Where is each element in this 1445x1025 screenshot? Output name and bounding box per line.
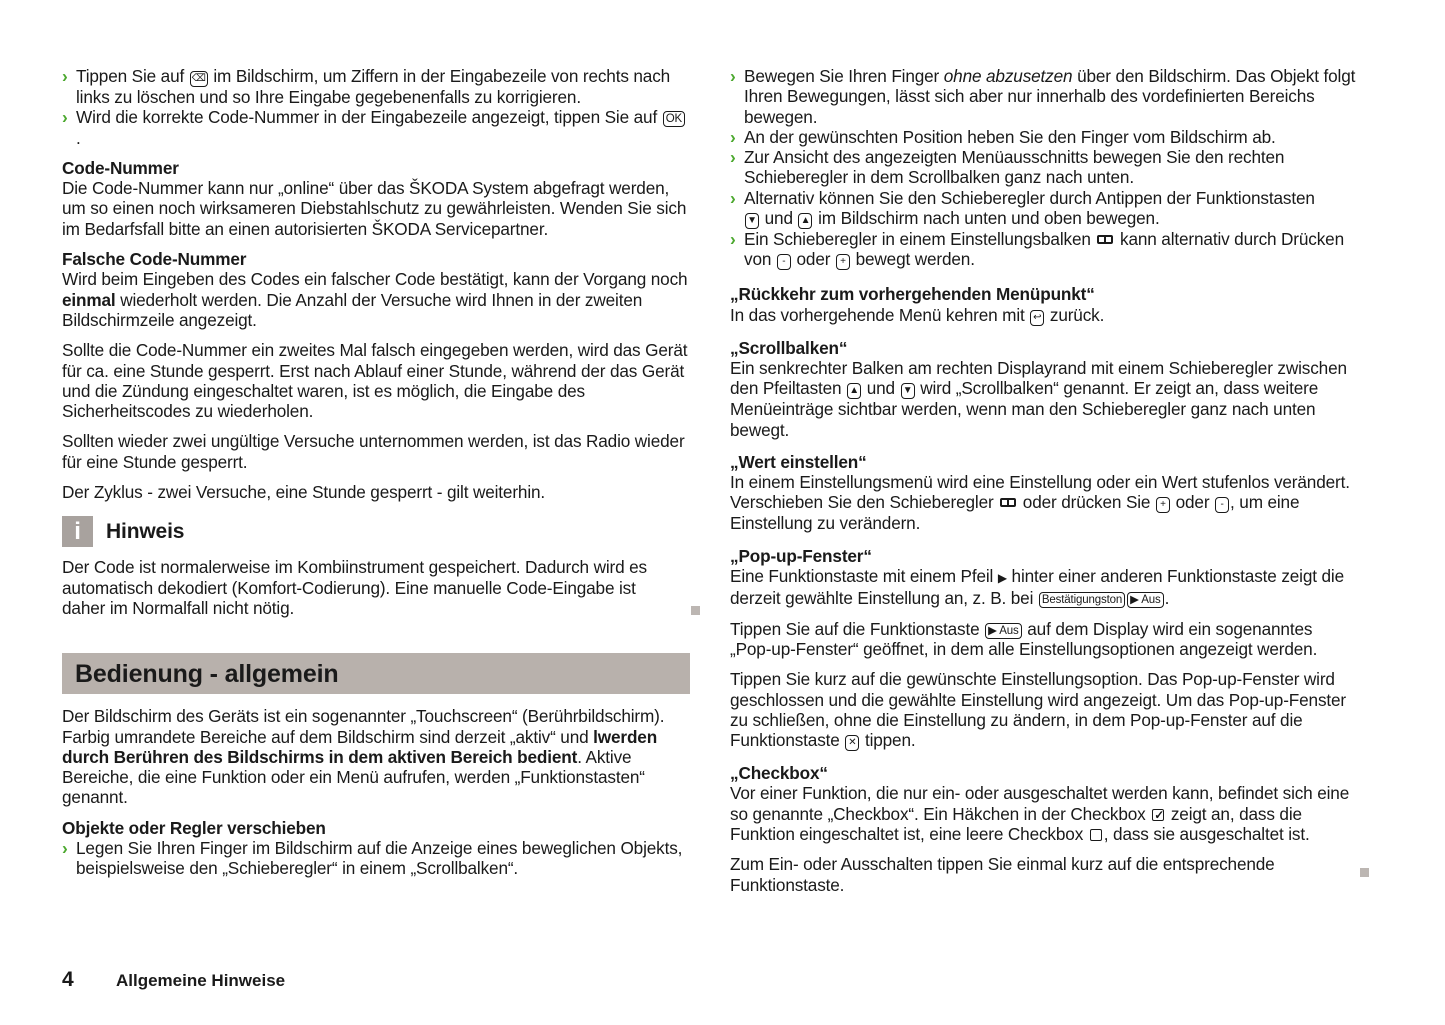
slider-bar-icon (1097, 235, 1113, 244)
plus-key-icon: + (836, 254, 850, 270)
paragraph: Sollten wieder zwei ungültige Versuche unternommen werden, ist das Radio wieder für eine Stunde gesperrt. (62, 431, 685, 472)
list-item: › Ein Schieberegler in einem Einstellungsbalken kann alternativ durch Drücken von - oder + bewegt werden. (730, 229, 1344, 270)
paragraph: Eine Funktionstaste mit einem Pfeil ▶ hinter einer anderen Funktionstaste zeigt die derzeit gewählte Einstellung an, z. B. bei Bestätigungston ▶ Aus . (730, 566, 1344, 609)
section-end-marker-icon (691, 606, 700, 615)
bullet-arrow-icon: › (730, 66, 736, 86)
list-item: › An der gewünschten Position heben Sie den Finger vom Bildschirm ab. (730, 126, 1276, 147)
ok-key-icon: OK (663, 111, 685, 127)
left-column (62, 66, 690, 889)
hint-title: Hinweis (106, 519, 185, 543)
paragraph: Der Zyklus - zwei Versuche, eine Stunde gesperrt - gilt weiterhin. (62, 482, 546, 503)
plus-key-icon: + (1156, 497, 1170, 513)
paragraph: Die Code-Nummer kann nur „online“ über das ŠKODA System abgefragt werden, um so einen noch wirksameren Diebstahlschutz zu gewährleisten. Wenden Sie sich im Bedarfsfall bitte an einen autorisierten ŠKODA Servicepartner. (62, 178, 687, 239)
paragraph: In einem Einstellungsmenü wird eine Einstellung oder ein Wert stufenlos verändert. Verschieben Sie den Schieberegler oder drücken Sie + oder - , um eine Einstellung zu verändern. (730, 472, 1350, 534)
paragraph: Vor einer Funktion, die nur ein- oder ausgeschaltet werden kann, befindet sich eine so genannte „Checkbox“. Ein Häkchen in der Checkbox ✓ zeigt an, dass die Funktion eingeschaltet ist, eine leere Checkbox , dass sie ausgeschaltet ist. (730, 783, 1358, 844)
bullet-arrow-icon: › (62, 66, 68, 86)
hint-header (62, 516, 690, 547)
paragraph: Ein senkrechter Balken am rechten Displayrand mit einem Schieberegler zwischen den Pfeiltasten ▲ und ▼ wird „Scrollbalken“ genannt. Er zeigt an, dass weitere Menüeinträge sichtbar werden, wenn man den Schieberegler ganz nach unten bewegt. (730, 357, 1347, 440)
move-steps (62, 838, 690, 879)
paragraph: Tippen Sie kurz auf die gewünschte Einstellungsoption. Das Pop-up-Fenster wird geschlossen und die gewählte Einstellung wird angezeigt. Um das Pop-up-Fenster zu schließen, ohne die Einstellung zu ändern, in dem Pop-up-Fenster auf die Funktionstaste ✕ tippen. (730, 669, 1347, 751)
list-item: › Wird die korrekte Code-Nummer in der Eingabezeile angezeigt, tippen Sie auf OK. (62, 107, 690, 148)
section-heading: Code-Nummer (62, 157, 179, 178)
paragraph: In das vorhergehende Menü kehren mit ↩ zurück. (730, 304, 1105, 325)
falsche-code-section (62, 249, 690, 330)
bullet-arrow-icon: › (62, 838, 68, 859)
section-title: Bedienung - allgemein (75, 659, 339, 688)
bullet-arrow-icon: › (730, 187, 736, 208)
minus-key-icon: - (777, 254, 791, 270)
page-number: 4 (62, 968, 74, 991)
back-key-icon: ↩ (1030, 310, 1044, 326)
right-column (730, 66, 1358, 905)
chapter-title: Allgemeine Hinweise (116, 971, 286, 990)
section-end-marker-icon (1360, 868, 1369, 877)
list-item: › Bewegen Sie Ihren Finger ohne abzusetzen über den Bildschirm. Das Objekt folgt Ihren Bewegungen, lässt sich aber nur innerhalb des vordefinierten Bereichs bewegen. (730, 66, 1356, 127)
play-arrow-icon: ▶ (997, 571, 1007, 586)
section-heading: Falsche Code-Nummer (62, 249, 247, 270)
section-heading: „Scrollbalken“ (730, 337, 848, 358)
paragraph: Tippen Sie auf die Funktionstaste ▶ Aus auf dem Display wird ein sogenanntes „Pop-up-Fenster“ geöffnet, in dem alle Einstellungsoptionen angezeigt werden. (730, 618, 1318, 659)
list-item: › Alternativ können Sie den Schieberegler durch Antippen der Funktionstasten ▼ und ▲ im Bildschirm nach unten und oben bewegen. (730, 187, 1315, 229)
arrow-up-key-icon: ▲ (847, 383, 861, 399)
section-heading: „Checkbox“ (730, 763, 828, 784)
arrow-down-key-icon: ▼ (901, 383, 915, 399)
move-steps-continued (730, 66, 1358, 270)
code-nummer-section (62, 158, 690, 239)
list-item: › Tippen Sie auf ⌫ im Bildschirm, um Ziffern in der Eingabezeile von rechts nach links zu löschen und so Ihre Eingabe gegebenenfalls zu korrigieren. (62, 66, 671, 107)
backspace-key-icon: ⌫ (190, 71, 208, 87)
hint-text: Der Code ist normalerweise im Kombiinstrument gespeichert. Dadurch wird es automatisch dekodiert (Komfort-Codierung). Eine manuelle Code-Eingabe ist daher im Normalfall nicht nötig. (62, 557, 647, 618)
scrollbalken-section (730, 338, 1358, 440)
paragraph: Sollte die Code-Nummer ein zweites Mal falsch eingegeben werden, wird das Gerät für ca. eine Stunde gesperrt. Erst nach Ablauf einer Stunde, während der das Gerät und die Zündung eingeschaltet waren, ist es möglich, die Eingabe des Sicherheitscodes zu wiederholen. (62, 340, 688, 422)
section-heading: „Wert einstellen“ (730, 451, 867, 472)
checkbox-section (730, 763, 1358, 895)
info-icon: i (62, 516, 93, 547)
checked-checkbox-icon (1152, 809, 1164, 821)
page-footer (62, 968, 285, 992)
section-heading: Objekte oder Regler verschieben (62, 817, 326, 838)
paragraph: Zum Ein- oder Ausschalten tippen Sie einmal kurz auf die entsprechende Funktionstaste. (730, 854, 1275, 895)
bullet-arrow-icon: › (62, 107, 68, 128)
code-entry-steps (62, 66, 690, 148)
list-item: › Zur Ansicht des angezeigten Menüausschnitts bewegen Sie den rechten Schieberegler in dem Scrollbalken ganz nach unten. (730, 147, 1285, 188)
rueckkehr-section (730, 284, 1358, 325)
minus-key-icon: - (1215, 497, 1229, 513)
empty-checkbox-icon (1090, 829, 1102, 841)
paragraph: Wird beim Eingeben des Codes ein falscher Code bestätigt, kann der Vorgang noch einmal wiederholt werden. Die Anzahl der Versuche wird Ihnen in der zweiten Bildschirmzeile angezeigt. (62, 269, 688, 330)
slider-bar-icon (1000, 498, 1016, 507)
arrow-up-key-icon: ▲ (798, 213, 812, 229)
popup-section (730, 546, 1358, 751)
aus-key-icon: ▶ Aus (1127, 592, 1163, 608)
section-heading: „Pop-up-Fenster“ (730, 545, 872, 566)
wert-section (730, 452, 1358, 534)
bullet-arrow-icon: › (730, 126, 736, 147)
aus-key-icon: ▶ Aus (985, 623, 1021, 639)
paragraph: Der Bildschirm des Geräts ist ein sogenannter „Touchscreen“ (Berührbildschirm). Farbig umrandete Bereiche auf dem Bildschirm sind derzeit „aktiv“ und lwerden durch Berühren des Bildschirms in dem aktiven Bereich bedient. Aktive Bereiche, die eine Funktion oder ein Menü aufrufen, werden „Funktionstasten“ genannt. (62, 706, 665, 808)
arrow-down-key-icon: ▼ (745, 213, 759, 229)
bullet-arrow-icon: › (730, 147, 736, 168)
bestaetigungston-key-icon: Bestätigungston (1039, 592, 1125, 608)
list-item: › Legen Sie Ihren Finger im Bildschirm auf die Anzeige eines beweglichen Objekts, beispielsweise den „Schieberegler“ in einem „Scrollbalken“. (62, 838, 683, 879)
section-title-bar (62, 653, 690, 694)
close-key-icon: ✕ (845, 735, 859, 751)
bullet-arrow-icon: › (730, 229, 736, 250)
section-heading: „Rückkehr zum vorhergehenden Menüpunkt“ (730, 284, 1095, 305)
